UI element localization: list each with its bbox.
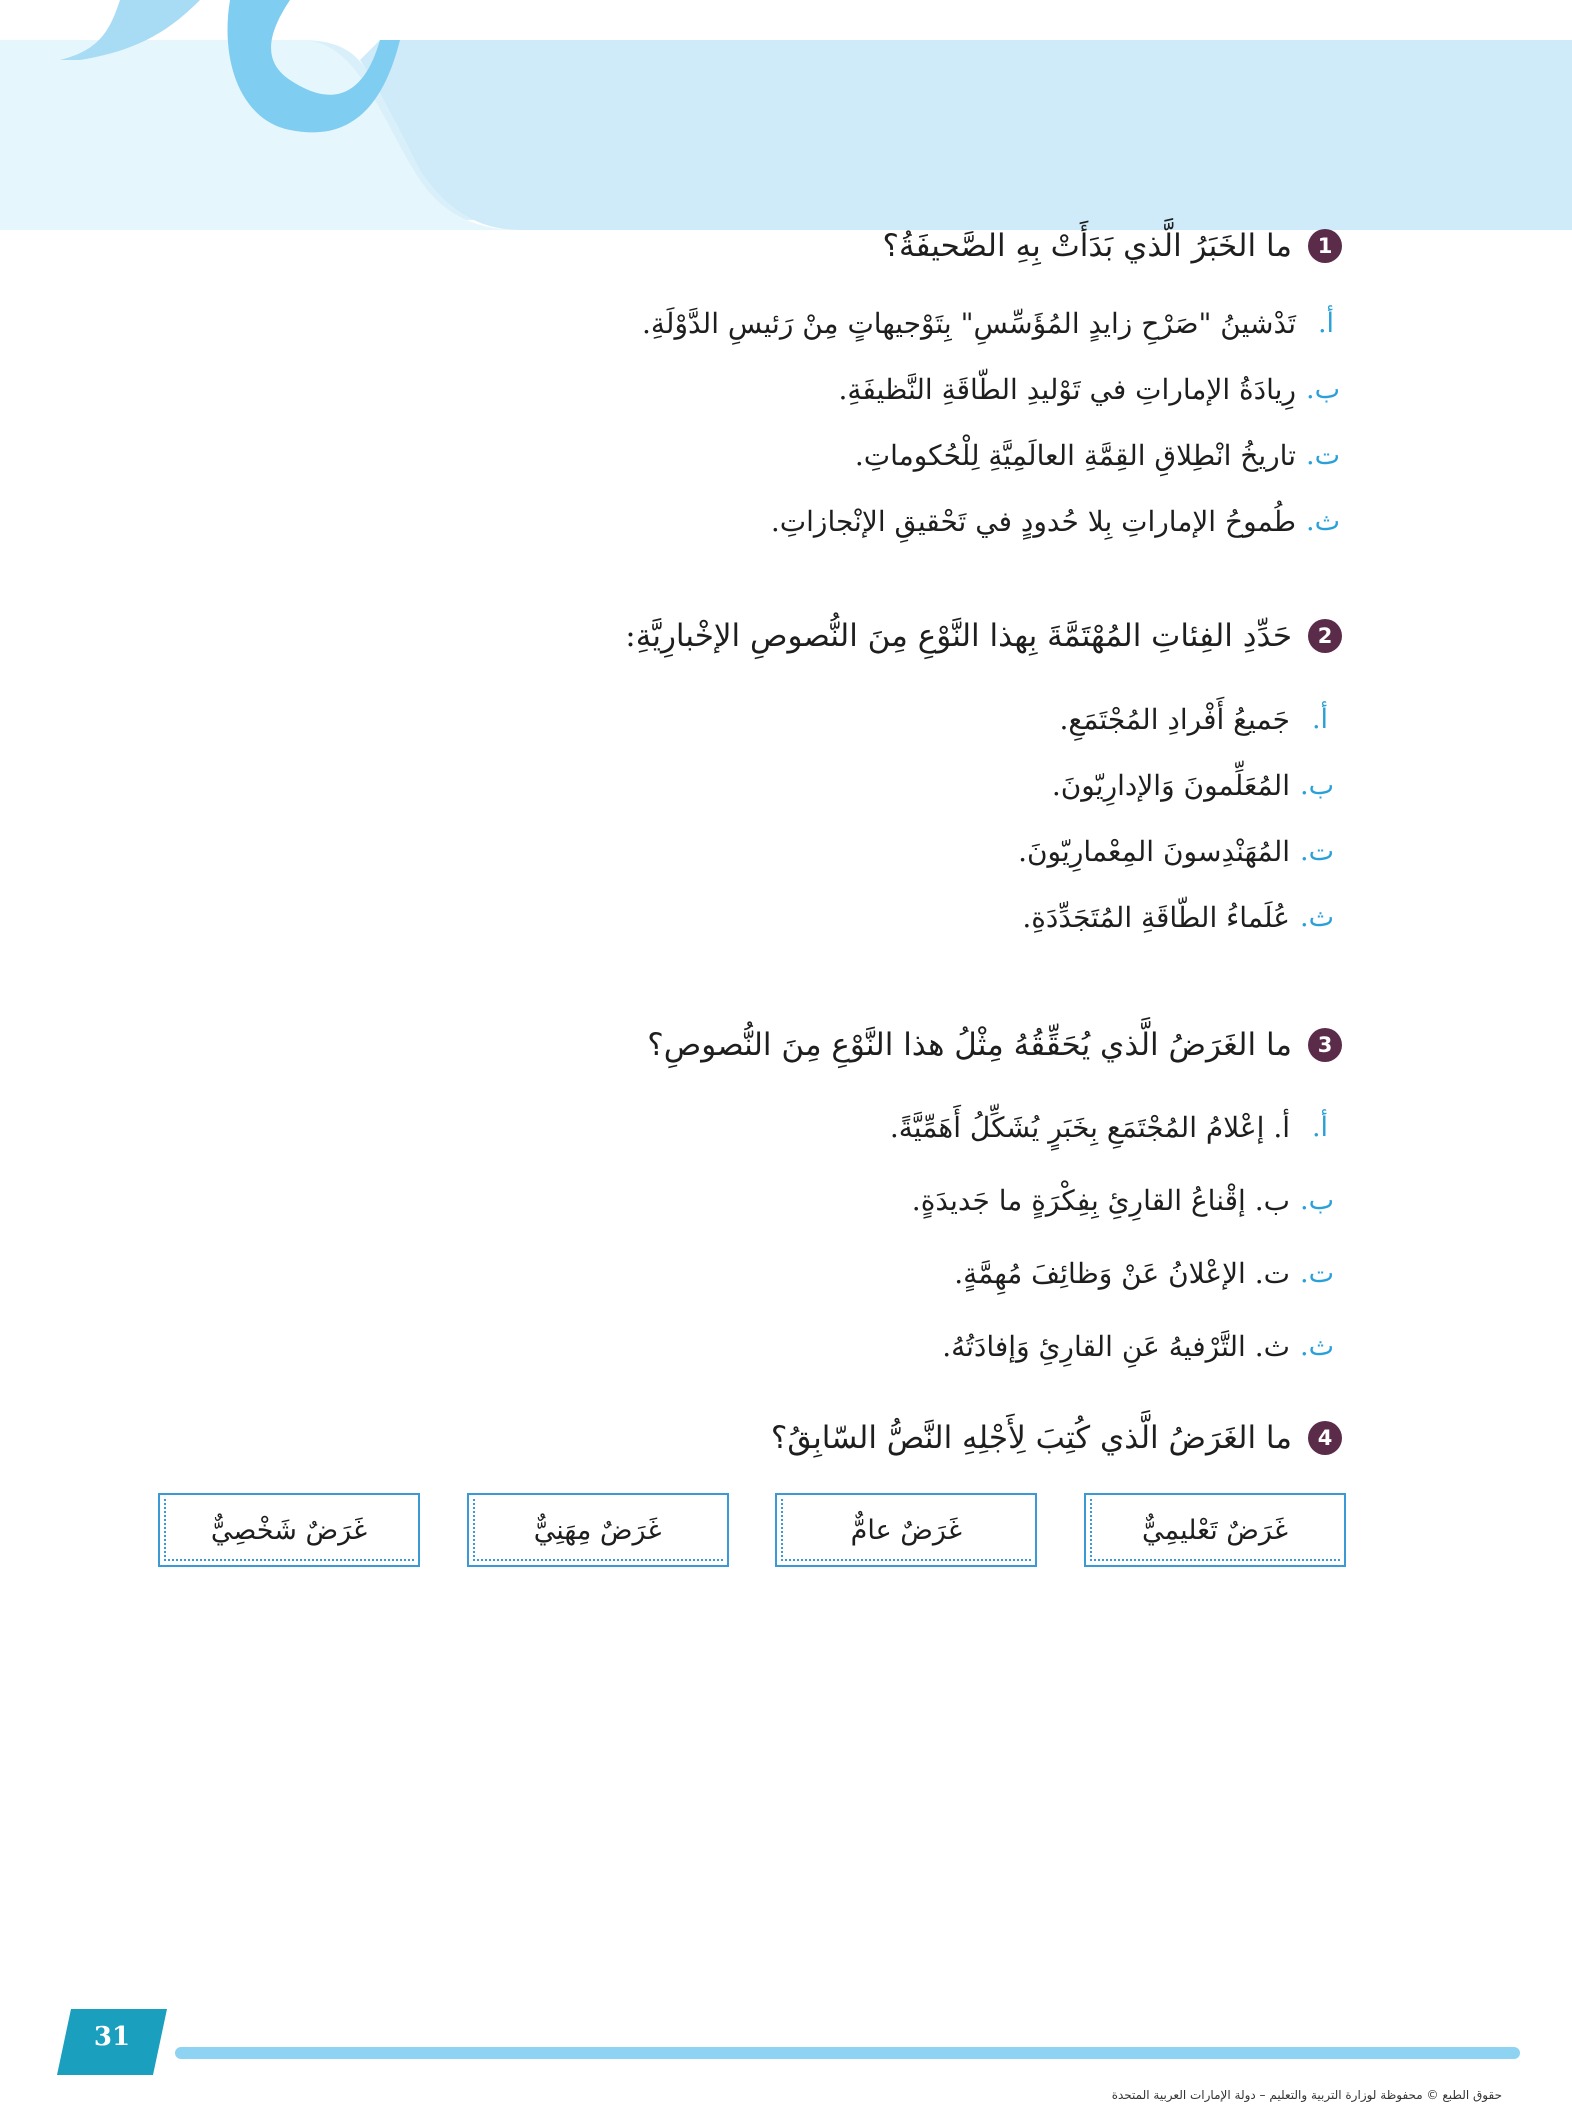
purpose-choice-professional[interactable]: غَرَضٌ مِهَنِيٌّ <box>467 1493 729 1567</box>
question-number-badge: 1 <box>1308 229 1342 263</box>
question-1-header <box>642 228 1342 264</box>
question-number-badge: 3 <box>1308 1028 1342 1062</box>
footer-rule <box>175 2047 1520 2059</box>
purpose-choice-personal[interactable]: غَرَضٌ شَخْصِيٌّ <box>158 1493 420 1567</box>
option-letter: أ. <box>1311 1112 1329 1143</box>
purpose-choices <box>158 1493 1346 1571</box>
question-3-header <box>647 1027 1342 1063</box>
page-number: 31 <box>93 2022 131 2052</box>
option-text: جَميعُ أَفْرادِ المُجْتَمَعِ. <box>1059 702 1290 736</box>
option-text: تَدْشينُ "صَرْحِ زايدٍ المُؤَسِّسِ" بِتَوْجيهاتٍ مِنْ رَئيسِ الدَّوْلَةِ. <box>642 306 1296 340</box>
question-2-options <box>625 686 1342 950</box>
question-4-text: ما الغَرَضُ الَّذي كُتِبَ لِأَجْلِهِ النَّصُّ السّابِقُ؟ <box>770 1420 1292 1456</box>
option-letter: ث. <box>1305 505 1340 537</box>
option-text: ت. الإعْلانُ عَنْ وَظائِفَ مُهِمَّةٍ. <box>954 1257 1290 1290</box>
question-1-text: ما الخَبَرُ الَّذي بَدَأَتْ بِهِ الصَّحيفَةُ؟ <box>882 228 1292 264</box>
option-letter: ت. <box>1305 439 1340 471</box>
option-text: المُعَلِّمونَ وَالإدارِيّونَ. <box>1051 768 1290 802</box>
question-3 <box>647 1027 1342 1383</box>
option-item[interactable] <box>625 752 1334 818</box>
option-text: أ. إعْلامُ المُجْتَمَعِ بِخَبَرٍ يُشَكِّلُ أَهَمِّيَّةً. <box>889 1111 1290 1144</box>
question-1 <box>642 228 1342 554</box>
question-number-badge: 2 <box>1308 619 1342 653</box>
question-3-options <box>647 1091 1342 1383</box>
option-letter: ث. <box>1299 901 1334 933</box>
question-2 <box>625 618 1342 950</box>
option-letter: أ. <box>1311 703 1329 735</box>
purpose-choice-general[interactable]: غَرَضٌ عامٌّ <box>775 1493 1037 1567</box>
option-item[interactable] <box>647 1091 1334 1164</box>
option-text: رِيادَةُ الإماراتِ في تَوْليدِ الطّاقَةِ النَّظيفَةِ. <box>838 372 1296 406</box>
option-item[interactable] <box>647 1164 1334 1237</box>
purpose-choice-educational[interactable]: غَرَضٌ تَعْليمِيٌّ <box>1084 1493 1346 1567</box>
copyright-note: حقوق الطبع © محفوظة لوزارة التربية والتعليم – دولة الإمارات العربية المتحدة <box>1111 2088 1502 2102</box>
option-text: المُهَنْدِسونَ المِعْمارِيّونَ. <box>1018 834 1290 868</box>
option-letter: ب. <box>1305 373 1340 405</box>
question-2-header <box>625 618 1342 654</box>
option-letter: ت. <box>1299 835 1334 867</box>
option-item[interactable] <box>642 290 1340 356</box>
option-text: طُموحُ الإماراتِ بِلا حُدودٍ في تَحْقيقِ الإنْجازاتِ. <box>770 504 1296 538</box>
option-text: تاريخُ انْطِلاقِ القِمَّةِ العالَمِيَّةِ لِلْحُكوماتِ. <box>854 438 1296 472</box>
option-text: ب. إقْناعُ القارِئِ بِفِكْرَةٍ ما جَديدَةٍ. <box>911 1184 1290 1217</box>
option-letter: ت. <box>1299 1258 1334 1289</box>
question-4 <box>771 1420 1342 1456</box>
question-number-badge: 4 <box>1308 1421 1342 1455</box>
option-letter: ب. <box>1299 1185 1334 1216</box>
option-item[interactable] <box>625 884 1334 950</box>
option-letter: ب. <box>1299 769 1334 801</box>
option-item[interactable] <box>642 356 1340 422</box>
option-item[interactable] <box>625 818 1334 884</box>
option-item[interactable] <box>647 1237 1334 1310</box>
option-letter: ث. <box>1299 1331 1334 1362</box>
question-2-text: حَدِّدِ الفِئاتِ المُهْتَمَّةَ بِهذا النَّوْعِ مِنَ النُّصوصِ الإخْبارِيَّةِ: <box>625 618 1292 654</box>
option-text: ث. التَّرْفيهُ عَنِ القارِئِ وَإفادَتُهُ. <box>942 1330 1290 1363</box>
option-text: عُلَماءُ الطّاقَةِ المُتَجَدِّدَةِ. <box>1022 900 1290 934</box>
option-item[interactable] <box>642 422 1340 488</box>
option-letter: أ. <box>1317 307 1335 339</box>
question-4-header <box>771 1420 1342 1456</box>
question-1-options <box>642 290 1342 554</box>
option-item[interactable] <box>642 488 1340 554</box>
option-item[interactable] <box>625 686 1334 752</box>
option-item[interactable] <box>647 1310 1334 1383</box>
question-3-text: ما الغَرَضُ الَّذي يُحَقِّقُهُ مِثْلُ هذا النَّوْعِ مِنَ النُّصوصِ؟ <box>647 1027 1292 1063</box>
